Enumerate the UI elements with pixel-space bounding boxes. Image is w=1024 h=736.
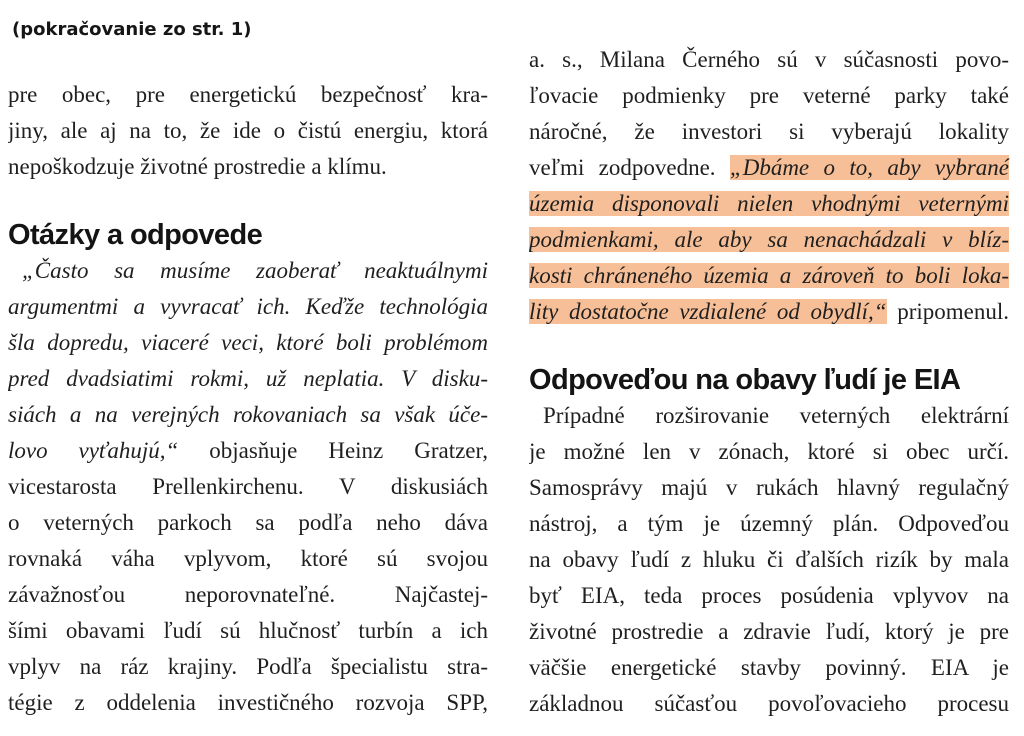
highlighted-quote: územia disponovali nielen vhodnými veternými	[529, 191, 1009, 216]
body-line: závažnosťou neporovnateľné. Najčastej-	[8, 582, 488, 607]
body-line: náročné, že investori si vyberajú lokality	[529, 119, 1009, 144]
section-heading-eia: Odpoveďou na obavy ľudí je EIA	[529, 364, 961, 396]
highlighted-quote-line	[529, 258, 1009, 294]
highlighted-quote: lity dostatočne vzdialené od obydlí,“	[529, 299, 887, 324]
body-line: rovnaká váha vplyvom, ktoré sú svojou	[8, 546, 488, 571]
highlighted-quote-line	[529, 294, 1009, 330]
intro-line: jiny, ale aj na to, že ide o čistú energiu, ktorá	[8, 118, 488, 143]
highlighted-quote: podmienkami, ale aby sa nenachádzali v blíz-	[529, 227, 1009, 252]
body-line: ľovacie podmienky pre veterné parky také	[529, 83, 1009, 108]
highlighted-quote-line	[529, 186, 1009, 222]
body-line: je možné len v zónach, ktoré si obec určí.	[529, 439, 1009, 464]
quote-line	[8, 433, 488, 469]
attribution-text: pripomenul.	[886, 299, 1009, 324]
body-line: na obavy ľudí z hluku či ďalších rizík by mala	[529, 547, 1009, 572]
body-line: tégie z oddelenia investičného rozvoja SPP,	[8, 690, 488, 715]
intro-line: nepoškodzuje životné prostredie a klímu.	[8, 154, 387, 179]
body-line: vicestarosta Prellenkirchenu. V diskusiách	[8, 474, 488, 499]
highlighted-quote-line	[529, 222, 1009, 258]
body-line: nástroj, a tým je územný plán. Odpoveďou	[529, 511, 1009, 536]
quote-line	[8, 325, 488, 361]
attribution-text: objasňuje Heinz Gratzer,	[178, 438, 488, 463]
body-line: Prípadné rozširovanie veterných elektrární	[543, 403, 1009, 428]
quote-line	[8, 253, 488, 289]
quote-text: šla dopredu, viaceré veci, ktoré boli problémom	[8, 330, 488, 355]
body-line: a. s., Milana Černého sú v súčasnosti povo-	[529, 47, 1009, 72]
body-line: o veterných parkoch sa podľa neho dáva	[8, 510, 488, 535]
body-line: základnou súčasťou povoľovacieho procesu	[529, 691, 1009, 716]
quote-text: „Často sa musíme zaoberať neaktuálnymi	[22, 258, 488, 283]
body-line: väčšie energetické stavby povinný. EIA je	[529, 655, 1009, 680]
quote-text: argumentmi a vyvracať ich. Keďže technológia	[8, 294, 488, 319]
quote-line	[8, 289, 488, 325]
body-line: Samosprávy majú v rukách hlavný regulačný	[529, 475, 1009, 500]
quote-line	[8, 361, 488, 397]
body-line: vplyv na ráz krajiny. Podľa špecialistu stra-	[8, 654, 488, 679]
intro-line: pre obec, pre energetickú bezpečnosť kra-	[8, 82, 488, 107]
section-heading-questions: Otázky a odpovede	[8, 219, 263, 251]
body-text: veľmi zodpovedne.	[529, 155, 730, 180]
body-line: životné prostredie a zdravie ľudí, ktorý je pre	[529, 619, 1009, 644]
mixed-line	[529, 150, 1009, 186]
quote-line	[8, 397, 488, 433]
highlighted-quote: kosti chráneného územia a zároveň to boli loka-	[529, 263, 1009, 288]
quote-text: siách a na verejných rokovaniach sa však úče-	[8, 402, 488, 427]
continued-note: (pokračovanie zo str. 1)	[12, 19, 252, 40]
quote-text: pred dvadsiatimi rokmi, už neplatia. V disku-	[8, 366, 488, 391]
body-line: byť EIA, teda proces posúdenia vplyvov na	[529, 583, 1009, 608]
quote-text: lovo vyťahujú,“	[8, 438, 179, 463]
body-line: šími obavami ľudí sú hlučnosť turbín a ich	[8, 618, 488, 643]
highlighted-quote: „Dbáme o to, aby vybrané	[729, 155, 1009, 180]
